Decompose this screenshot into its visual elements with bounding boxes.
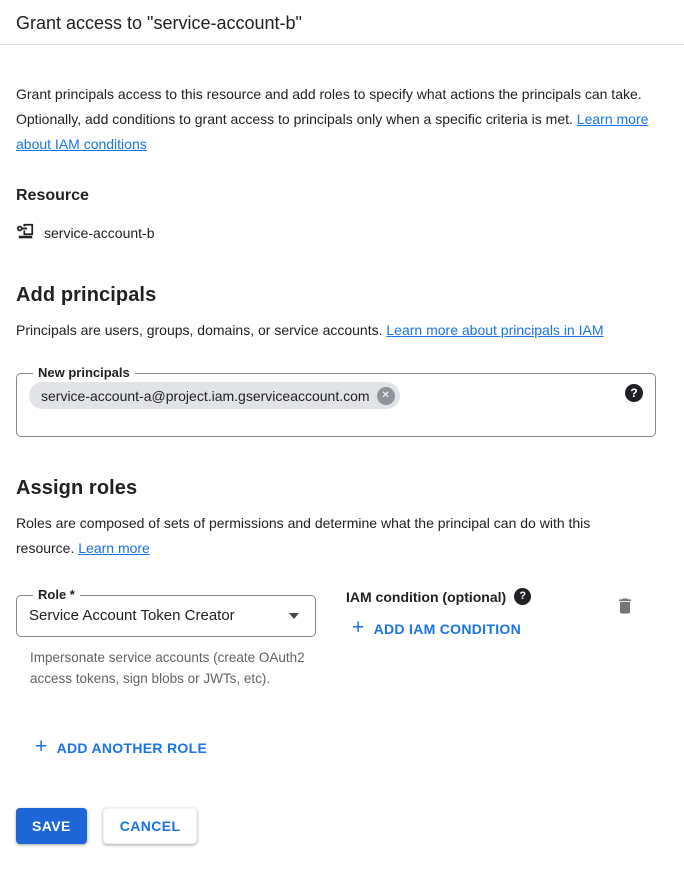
intro-paragraph — [16, 82, 664, 157]
role-selected-value: Service Account Token Creator — [29, 607, 235, 624]
dialog-actions — [16, 808, 668, 844]
intro-text: Grant principals access to this resource and add roles to specify what actions the principals can take. Optionally, add conditions to grant access to principals only when a specific criteria is met. — [16, 86, 642, 127]
iam-condition-label: IAM condition (optional) — [346, 588, 507, 605]
add-principals-description — [16, 318, 664, 343]
trash-icon — [615, 604, 635, 619]
resource-name: service-account-b — [44, 225, 155, 241]
resource-row — [16, 222, 668, 244]
dialog-header — [0, 0, 684, 45]
role-select[interactable] — [29, 604, 303, 624]
role-column — [16, 588, 316, 689]
service-account-icon — [16, 222, 35, 244]
add-another-role-label: ADD ANOTHER ROLE — [56, 739, 208, 756]
iam-condition-column — [346, 588, 531, 639]
add-iam-condition-label: ADD IAM CONDITION — [373, 620, 522, 637]
dialog-content — [0, 82, 684, 844]
iam-condition-help-icon[interactable]: ? — [514, 588, 531, 605]
add-another-role-button[interactable] — [35, 737, 207, 758]
roles-learn-more-link[interactable]: Learn more — [78, 540, 150, 556]
add-principals-heading: Add principals — [16, 284, 157, 306]
delete-role-button[interactable] — [615, 596, 635, 619]
role-binding-row — [16, 588, 668, 689]
save-button[interactable]: SAVE — [16, 808, 87, 844]
principal-chip[interactable] — [29, 382, 400, 409]
principals-link[interactable]: Learn more about principals in IAM — [386, 322, 604, 338]
principals-help-icon[interactable]: ? — [625, 384, 643, 402]
plus-icon: + — [352, 616, 365, 639]
roles-text: Roles are composed of sets of permissions and determine what the principal can do with this resource. — [16, 515, 591, 556]
cancel-button[interactable]: CANCEL — [103, 808, 198, 844]
assign-roles-heading: Assign roles — [16, 477, 138, 499]
new-principals-label: New principals — [38, 365, 130, 380]
assign-roles-description — [16, 511, 646, 561]
role-label: Role * — [38, 587, 75, 602]
role-helper-text: Impersonate service accounts (create OAuth2 access tokens, sign blobs or JWTs, etc). — [30, 650, 305, 686]
add-iam-condition-button[interactable] — [352, 618, 521, 639]
delete-role-column — [615, 588, 635, 619]
iam-conditions-link[interactable]: Learn more about IAM conditions — [16, 111, 649, 152]
resource-heading: Resource — [16, 187, 89, 204]
chevron-down-icon — [289, 613, 299, 619]
plus-icon: + — [35, 735, 48, 758]
principal-chip-label: service-account-a@project.iam.gserviceaccount.com — [41, 387, 370, 404]
dialog-title: Grant access to "service-account-b" — [16, 13, 302, 33]
role-select-field[interactable] — [16, 588, 316, 637]
principals-text: Principals are users, groups, domains, or service accounts. — [16, 322, 387, 338]
new-principals-field[interactable] — [16, 366, 656, 437]
chip-remove-icon[interactable]: ✕ — [377, 387, 395, 405]
